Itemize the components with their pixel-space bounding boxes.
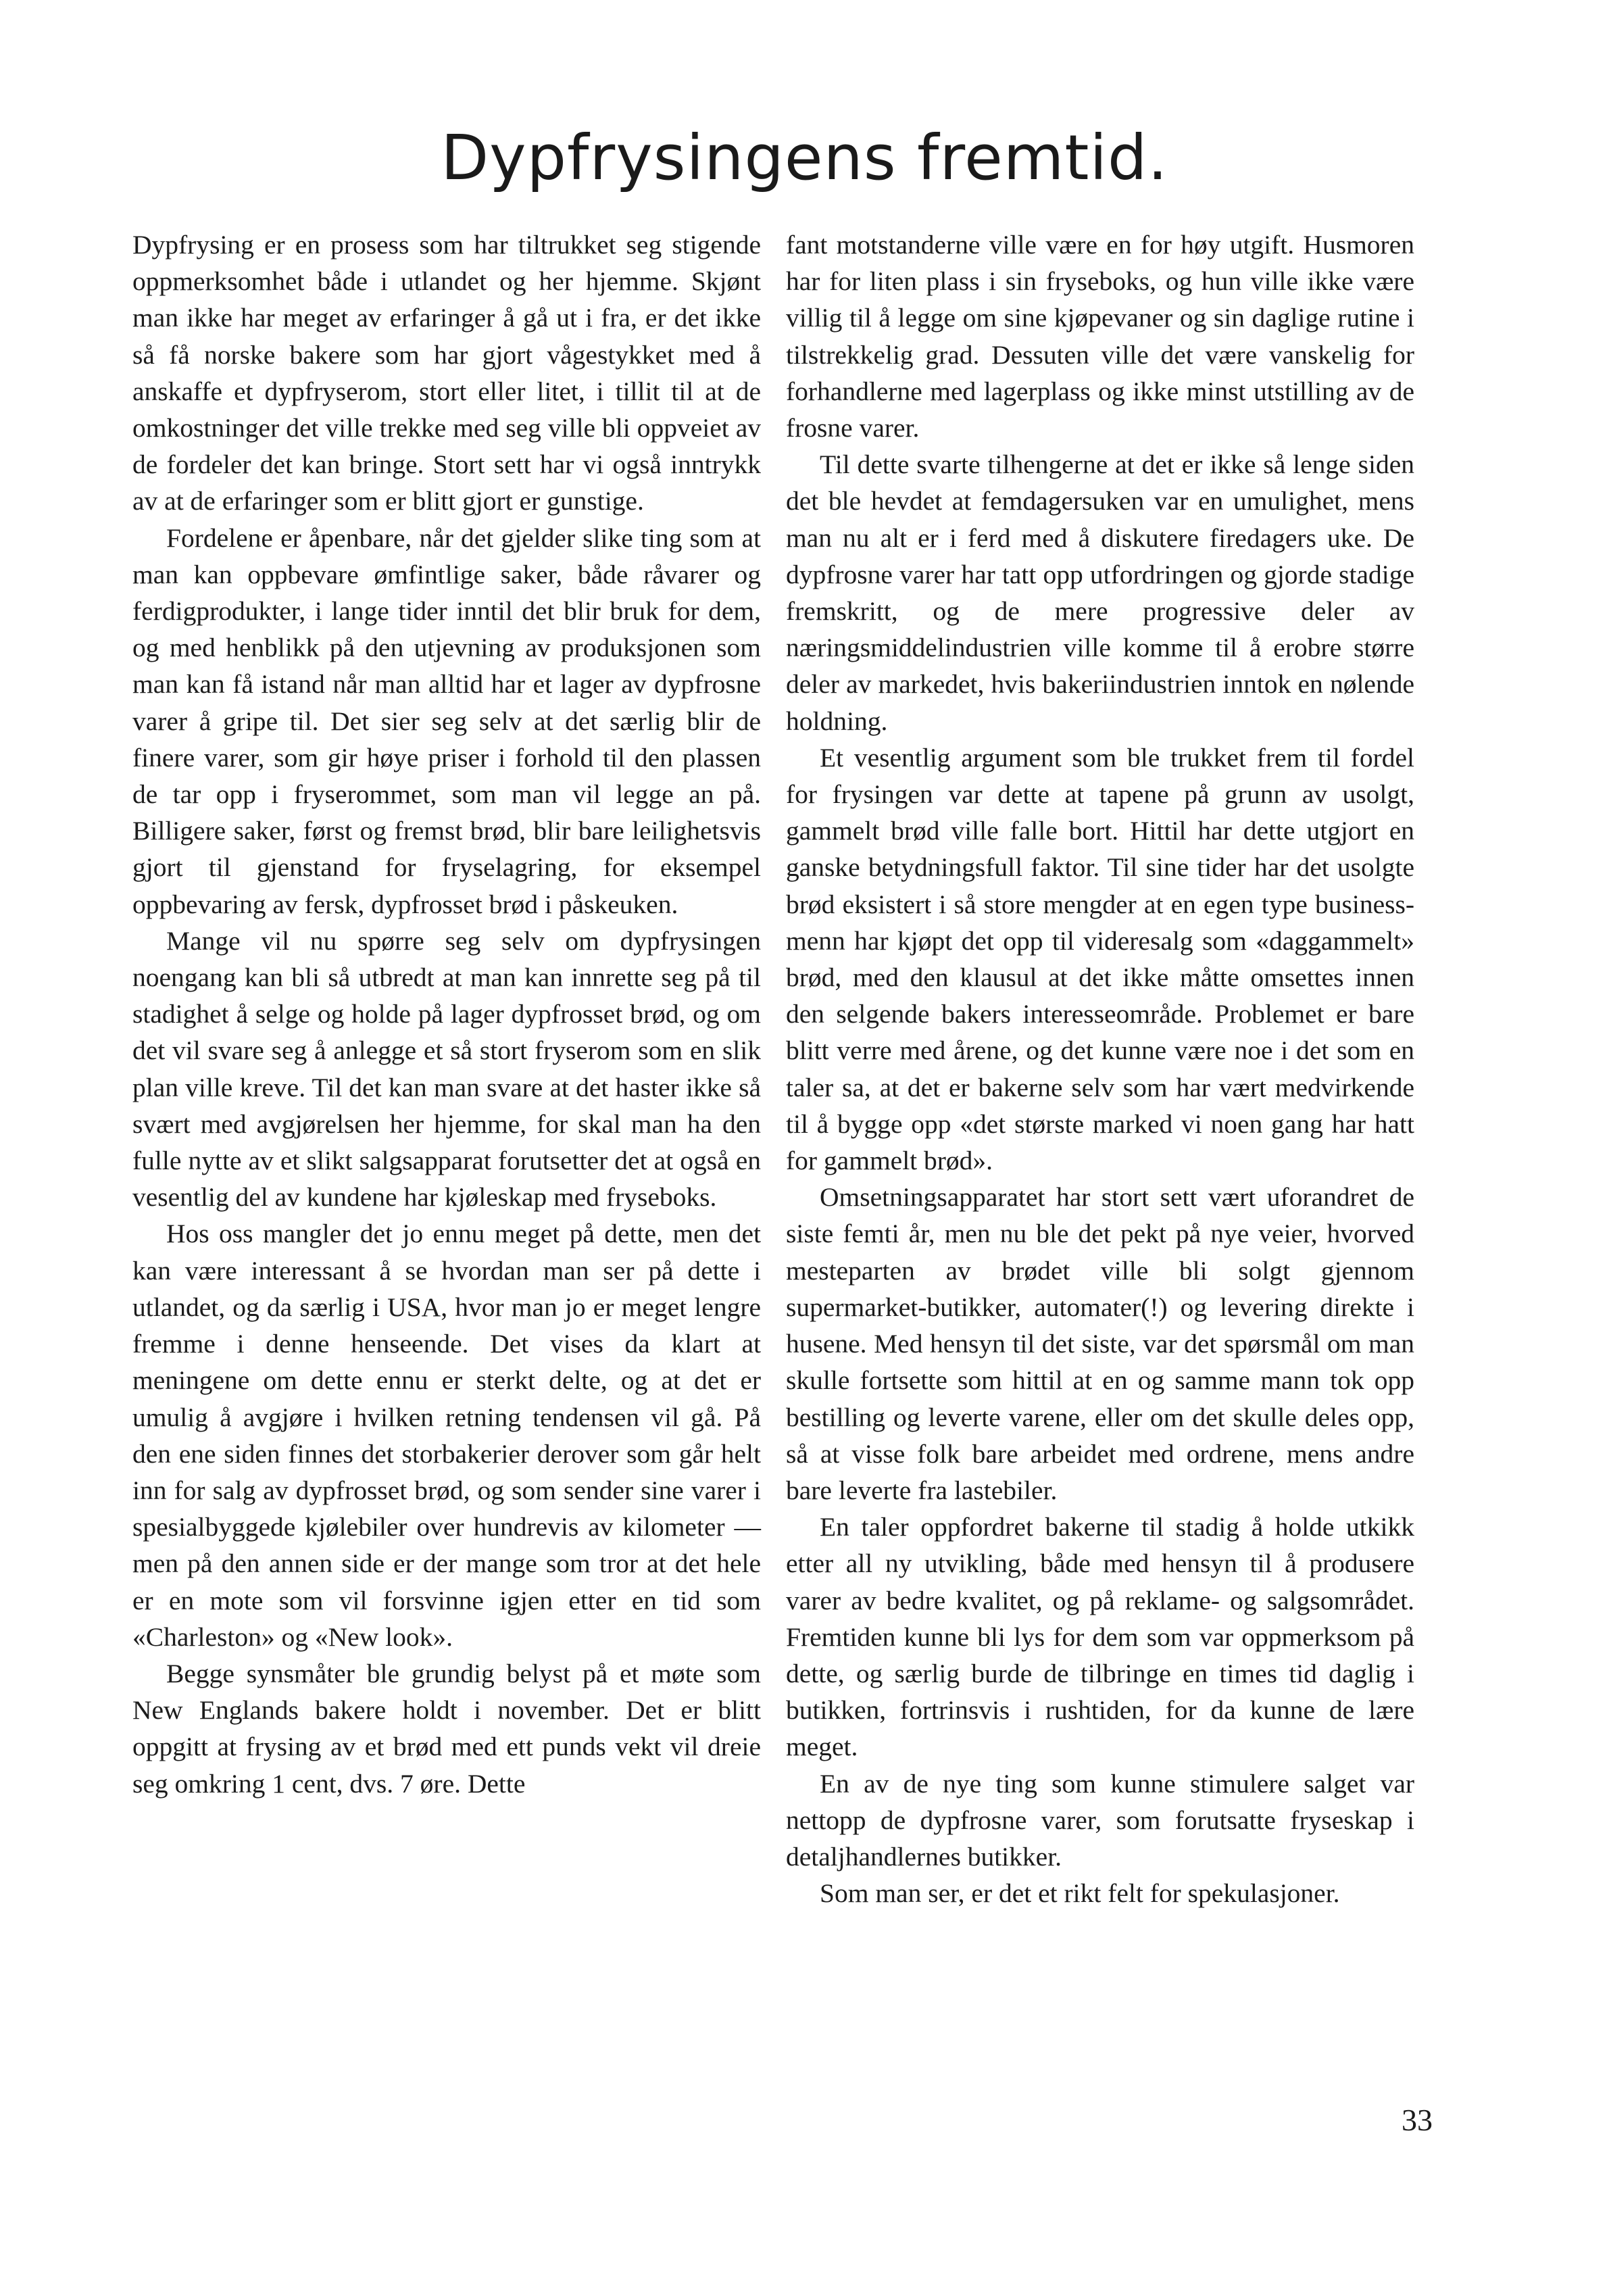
paragraph: Omsetningsapparatet har stort sett vært uforandret de siste femti år, men nu ble det pekt på nye veier, hvorved mesteparten av brødet ville bli solgt gjennom supermarket-butikker, automater(!) og levering direkte i husene. Med hensyn til det siste, var det spørsmål om man skulle fortsette som hittil at en og samme mann tok opp bestilling og leverte varene, eller om det skulle deles opp, så at visse folk bare arbeidet med ordrene, mens andre bare leverte fra lastebiler. [786, 1182, 1414, 1505]
article-title: Dypfrysingens fremtid. [441, 122, 1168, 194]
paragraph: Mange vil nu spørre seg selv om dypfrysingen noengang kan bli så utbredt at man kan innrette seg på til stadighet å selge og holde på lager dypfrosset brød, og om det vil svare seg å anlegge et så stort fryserom som en slik plan ville kreve. Til det kan man svare at det haster ikke så svært med avgjørelsen her hjemme, for skal man ha den fulle nytte av et slikt salgsapparat forutsetter det at også en vesentlig del av kundene har kjøleskap med fryseboks. [132, 925, 761, 1213]
paragraph: Hos oss mangler det jo ennu meget på dette, men det kan være interessant å se hvordan man ser på dette i utlandet, og da særlig i USA, hvor man jo er meget lengre fremme i denne henseende. Det vises da klart at meningene om dette ennu er sterkt delte, og at det er umulig å avgjøre i hvilken retning tendensen vil gå. På den ene siden finnes det storbakerier derover som går helt inn for salg av dypfrosset brød, og som sender sine varer i spesialbyggede kjølebiler over hundrevis av kilometer — men på den annen side er der mange som tror at det hele er en mote som vil forsvinne igjen etter en tid som «Charleston» og «New look». [132, 1219, 761, 1652]
paragraph: fant motstanderne ville være en for høy utgift. Husmoren har for liten plass i sin fryseboks, og hun ville ikke være villig til å legge om sine kjøpevaner og sin daglige rutine i tilstrekkelig grad. Dessuten ville det være vanskelig for forhandlerne med lagerplass og ikke minst utstilling av de frosne varer. [786, 230, 1414, 443]
paragraph: Begge synsmåter ble grundig belyst på et møte som New Englands bakere holdt i november. Det er blitt oppgitt at frysing av et brød med ett punds vekt vil dreie seg omkring 1 cent, dvs. 7 øre. Dette [132, 1658, 761, 1799]
paragraph: En av de nye ting som kunne stimulere salget var nettopp de dypfrosne varer, som forutsatte fryseskap i detaljhandlernes butikker. [786, 1768, 1414, 1872]
paragraph: Fordelene er åpenbare, når det gjelder slike ting som at man kan oppbevare ømfintlige saker, både råvarer og ferdigprodukter, i lange tider inntil det blir bruk for dem, og med henblikk på den utjevning av produksjonen som man kan få istand når man alltid har et lager av dypfrosne varer å gripe til. Det sier seg selv at det særlig blir de finere varer, som gir høye priser i forhold til den plassen de tar opp i fryserommet, som man vil legge an på. Billigere saker, først og fremst brød, blir bare leilighetsvis gjort til gjenstand for fryselagring, for eksempel oppbevaring av fersk, dypfrosset brød i påskeuken. [132, 522, 761, 919]
paragraph: En taler oppfordret bakerne til stadig å holde utkikk etter all ny utvikling, både med hensyn til å produsere varer av bedre kvalitet, og på reklame- og salgsområdet. Fremtiden kunne bli lys for dem som var oppmerksom på dette, og særlig burde de tilbringe en times tid daglig i butikken, fortrinsvis i rushtiden, for da kunne de lære meget. [786, 1512, 1414, 1762]
paragraph: Dypfrysing er en prosess som har tiltrukket seg stigende oppmerksomhet både i utlandet og her hjemme. Skjønt man ikke har meget av erfaringer å gå ut i fra, er det ikke så få norske bakere som har gjort vågestykket med å anskaffe et dypfryserom, stort eller litet, i tillit til at de omkostninger det ville trekke med seg ville bli oppveiet av de fordeler det kan bringe. Stort sett har vi også inntrykk av at de erfaringer som er blitt gjort er gunstige. [132, 230, 761, 516]
right-column [786, 226, 1414, 1911]
page-number: 33 [1402, 2103, 1433, 2137]
paragraph: Til dette svarte tilhengerne at det er ikke så lenge siden det ble hevdet at femdagersuken var en umulighet, mens man nu alt er i ferd med å diskutere firedagers uke. De dypfrosne varer har tatt opp utfordringen og gjorde stadige fremskritt, og de mere progressive deler av næringsmiddelindustrien ville komme til å erobre større deler av markedet, hvis bakeriindustrien inntok en nølende holdning. [786, 449, 1414, 736]
paragraph: Et vesentlig argument som ble trukket frem til fordel for frysingen var dette at tapene på grunn av usolgt, gammelt brød ville falle bort. Hittil har dette utgjort en ganske betydningsfull faktor. Til sine tider har det usolgte brød eksistert i så store mengder at en egen type business-menn har kjøpt det opp til videresalg som «daggammelt» brød, med den klausul at det ikke måtte omsettes innen den selgende bakers interesseområde. Problemet er bare blitt verre med årene, og det kunne være noe i det som en taler sa, at det er bakerne selv som har vært medvirkende til å bygge opp «det største marked vi noen gang har hatt for gammelt brød». [786, 742, 1414, 1176]
paragraph: Som man ser, er det et rikt felt for spekulasjoner. [820, 1878, 1340, 1909]
left-column [132, 226, 761, 1802]
